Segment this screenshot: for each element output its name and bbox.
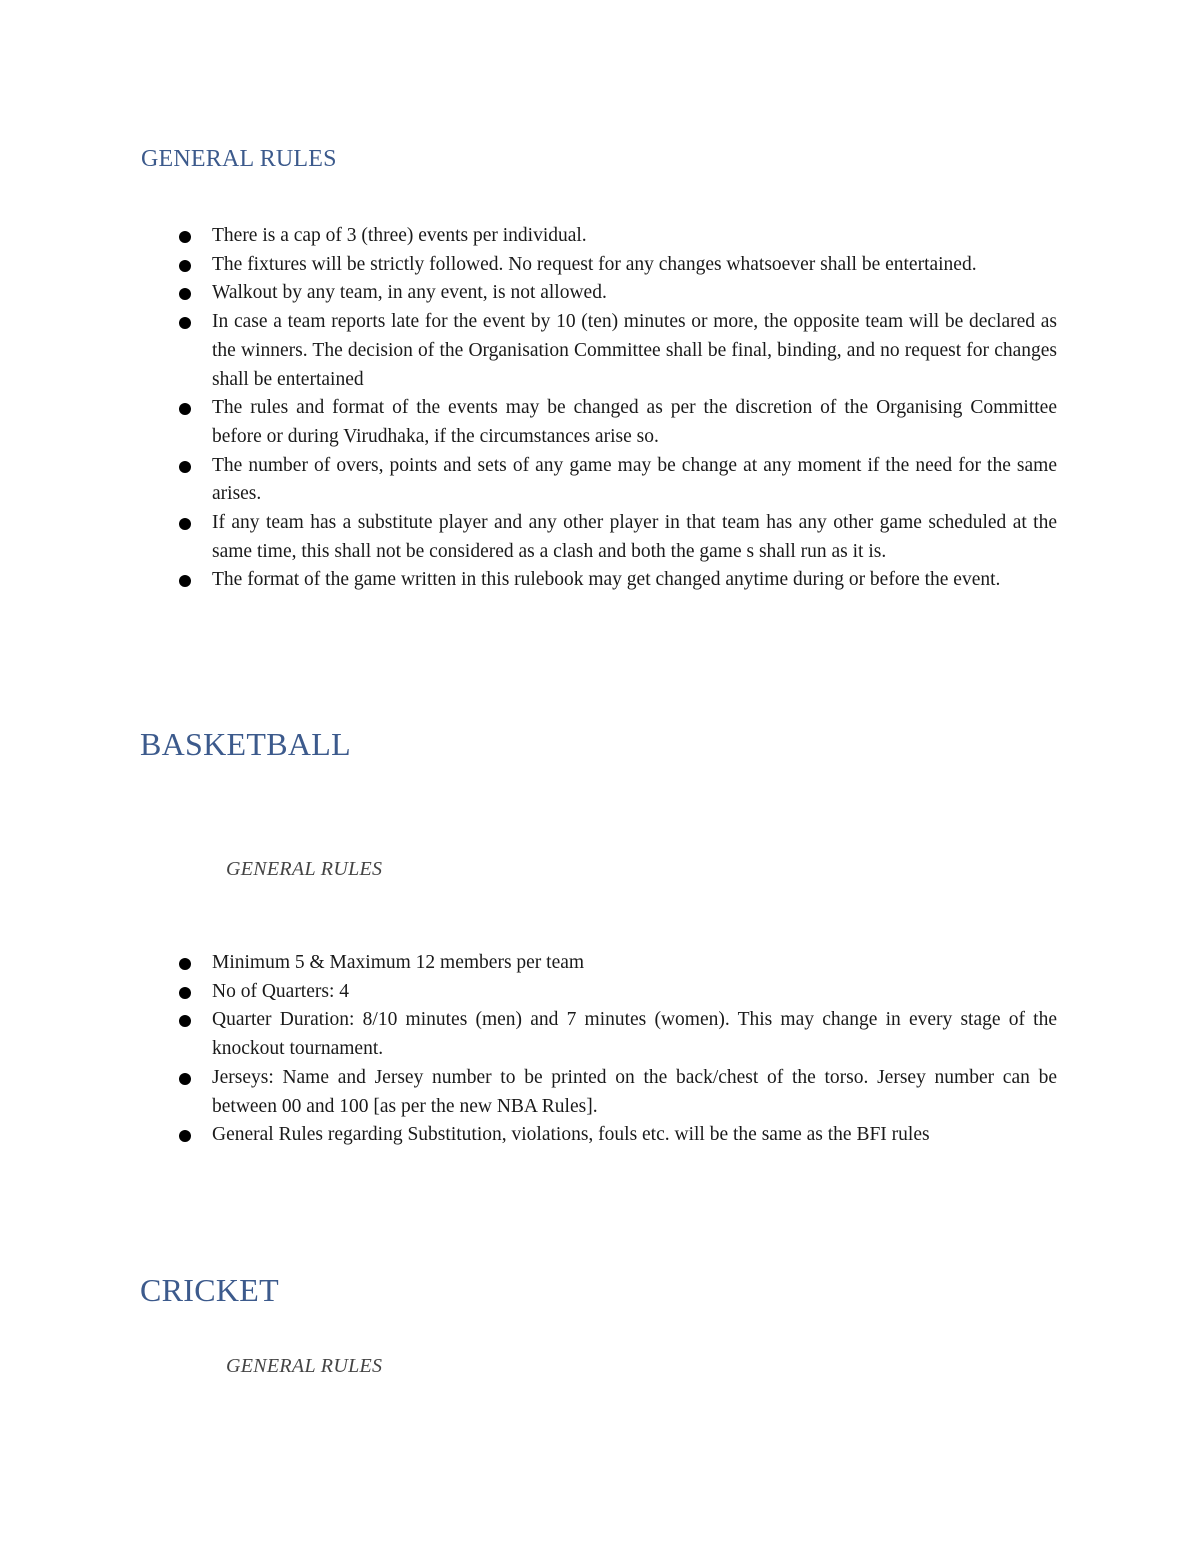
- bullet-icon: [179, 288, 191, 300]
- bullet-icon: [179, 1015, 191, 1027]
- list-item: Quarter Duration: 8/10 minutes (men) and 7 minutes (women). This may change in every stage of the knockout tournament.: [0, 1006, 1057, 1063]
- bullet-icon: [179, 260, 191, 272]
- basketball-heading: BASKETBALL: [140, 726, 351, 762]
- list-item: The rules and format of the events may be changed as per the discretion of the Organising Committee before or during Virudhaka, if the circumstances arise so.: [0, 394, 1057, 451]
- bullet-icon: [179, 518, 191, 530]
- list-item: The fixtures will be strictly followed. No request for any changes whatsoever shall be entertained.: [0, 251, 1057, 280]
- list-item: In case a team reports late for the event by 10 (ten) minutes or more, the opposite team will be declared as the winners. The decision of the Organisation Committee shall be final, binding, and no request for changes shall be entertained: [0, 308, 1057, 394]
- general-rules-list: [0, 222, 1200, 595]
- bullet-icon: [179, 575, 191, 587]
- list-item: If any team has a substitute player and any other player in that team has any other game scheduled at the same time, this shall not be considered as a clash and both the game s shall run as it is.: [0, 509, 1057, 566]
- bullet-icon: [179, 403, 191, 415]
- list-item: The number of overs, points and sets of any game may be change at any moment if the need for the same arises.: [0, 452, 1057, 509]
- list-item: The format of the game written in this rulebook may get changed anytime during or before the event.: [0, 566, 1057, 595]
- bullet-icon: [179, 958, 191, 970]
- basketball-rules-list: [0, 949, 1200, 1150]
- list-item: Jerseys: Name and Jersey number to be printed on the back/chest of the torso. Jersey number can be between 00 and 100 [as per the new NBA Rules].: [0, 1064, 1057, 1121]
- list-item: Walkout by any team, in any event, is not allowed.: [0, 279, 1057, 308]
- bullet-icon: [179, 317, 191, 329]
- basketball-general-rules-subheading: GENERAL RULES: [226, 858, 383, 880]
- cricket-general-rules-subheading: GENERAL RULES: [226, 1355, 383, 1377]
- list-item: General Rules regarding Substitution, violations, fouls etc. will be the same as the BFI rules: [0, 1121, 1057, 1150]
- cricket-heading: CRICKET: [140, 1272, 279, 1308]
- list-item: There is a cap of 3 (three) events per individual.: [0, 222, 1057, 251]
- bullet-icon: [179, 1073, 191, 1085]
- list-item: Minimum 5 & Maximum 12 members per team: [0, 949, 1057, 978]
- bullet-icon: [179, 987, 191, 999]
- list-item: No of Quarters: 4: [0, 978, 1057, 1007]
- bullet-icon: [179, 1130, 191, 1142]
- bullet-icon: [179, 231, 191, 243]
- bullet-icon: [179, 461, 191, 473]
- general-rules-heading: GENERAL RULES: [141, 146, 337, 172]
